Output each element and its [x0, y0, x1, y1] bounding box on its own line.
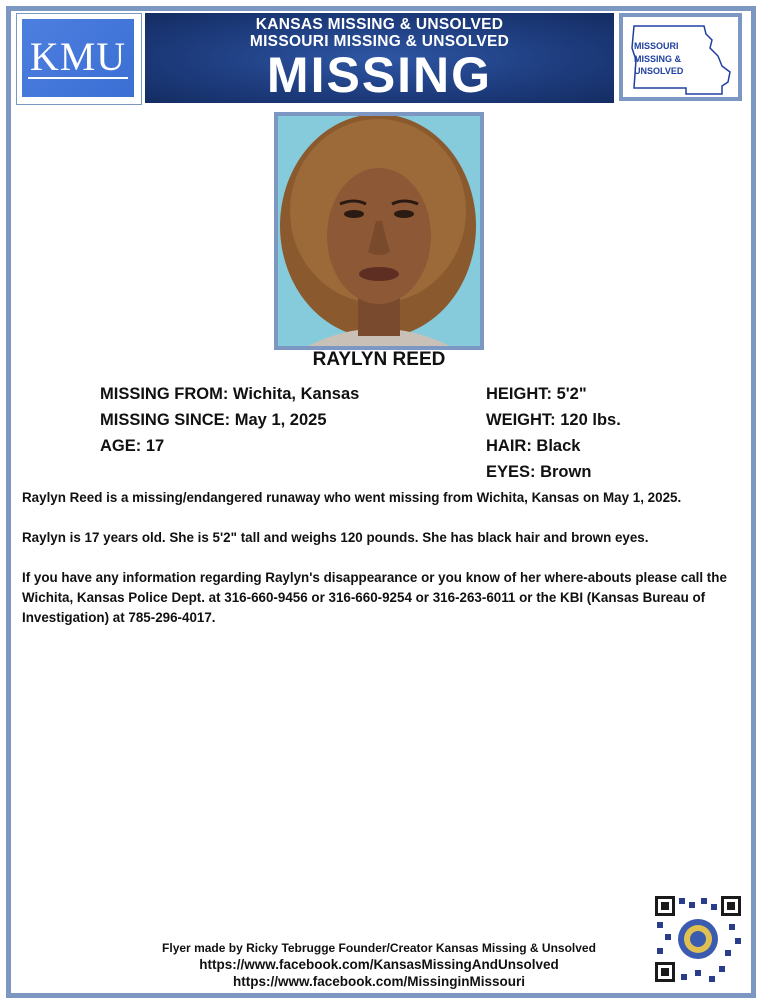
kmu-logo: [16, 13, 142, 105]
facts-right-column: [486, 381, 621, 485]
mo-logo-line3: UNSOLVED: [634, 66, 684, 76]
qr-code-icon: [653, 894, 743, 984]
mo-logo-line1: MISSOURI: [634, 41, 679, 51]
age: AGE: 17: [100, 437, 165, 455]
kmu-logo-text: KMU: [29, 34, 127, 79]
facebook-link-kansas[interactable]: https://www.facebook.com/KansasMissingAndUnsolved: [199, 957, 559, 972]
flyer-credit: Flyer made by Ricky Tebrugge Founder/Creator Kansas Missing & Unsolved: [162, 941, 596, 955]
description-paragraph-3: If you have any information regarding Raylyn's disappearance or you know of her where-abouts please call the Wichita, Kansas Police Dept. at 316-660-9456 or 316-660-9254 or 316-263-6011 or the KBI (Kansas Bureau of Investigation) at 785-296-4017.: [22, 570, 727, 625]
qr-code[interactable]: [653, 894, 743, 984]
portrait-illustration: [278, 116, 480, 346]
banner-line-missouri: MISSOURI MISSING & UNSOLVED: [249, 33, 510, 50]
banner-title: MISSING: [266, 47, 493, 103]
flyer-header: [16, 13, 742, 105]
kmu-logo-badge: [22, 19, 134, 97]
person-name: RAYLYN REED: [312, 349, 446, 370]
description-text: [22, 488, 734, 648]
flyer-footer: [0, 940, 758, 990]
description-paragraph-1: Raylyn Reed is a missing/endangered runaway who went missing from Wichita, Kansas on May 1, 2025.: [22, 490, 682, 505]
photo-image: [278, 116, 480, 346]
mo-logo-line2: MISSING &: [634, 53, 682, 64]
missing-since: MISSING SINCE: May 1, 2025: [100, 411, 327, 429]
eyes: EYES: Brown: [486, 463, 592, 481]
missouri-logo-text: [634, 40, 683, 78]
banner-line-kansas: KANSAS MISSING & UNSOLVED: [255, 16, 504, 33]
description-paragraph-2: Raylyn is 17 years old. She is 5'2" tall and weighs 120 pounds. She has black hair and brown eyes.: [22, 530, 649, 545]
missing-from: MISSING FROM: Wichita, Kansas: [100, 385, 360, 403]
facebook-link-missouri[interactable]: https://www.facebook.com/MissinginMissouri: [232, 974, 526, 989]
missing-banner: [145, 13, 614, 103]
missing-person-photo: [274, 112, 484, 350]
hair: HAIR: Black: [486, 437, 581, 455]
missouri-logo: [619, 13, 742, 101]
height: HEIGHT: 5'2": [486, 385, 587, 403]
facts-left-column: [100, 381, 359, 459]
weight: WEIGHT: 120 lbs.: [486, 411, 621, 429]
